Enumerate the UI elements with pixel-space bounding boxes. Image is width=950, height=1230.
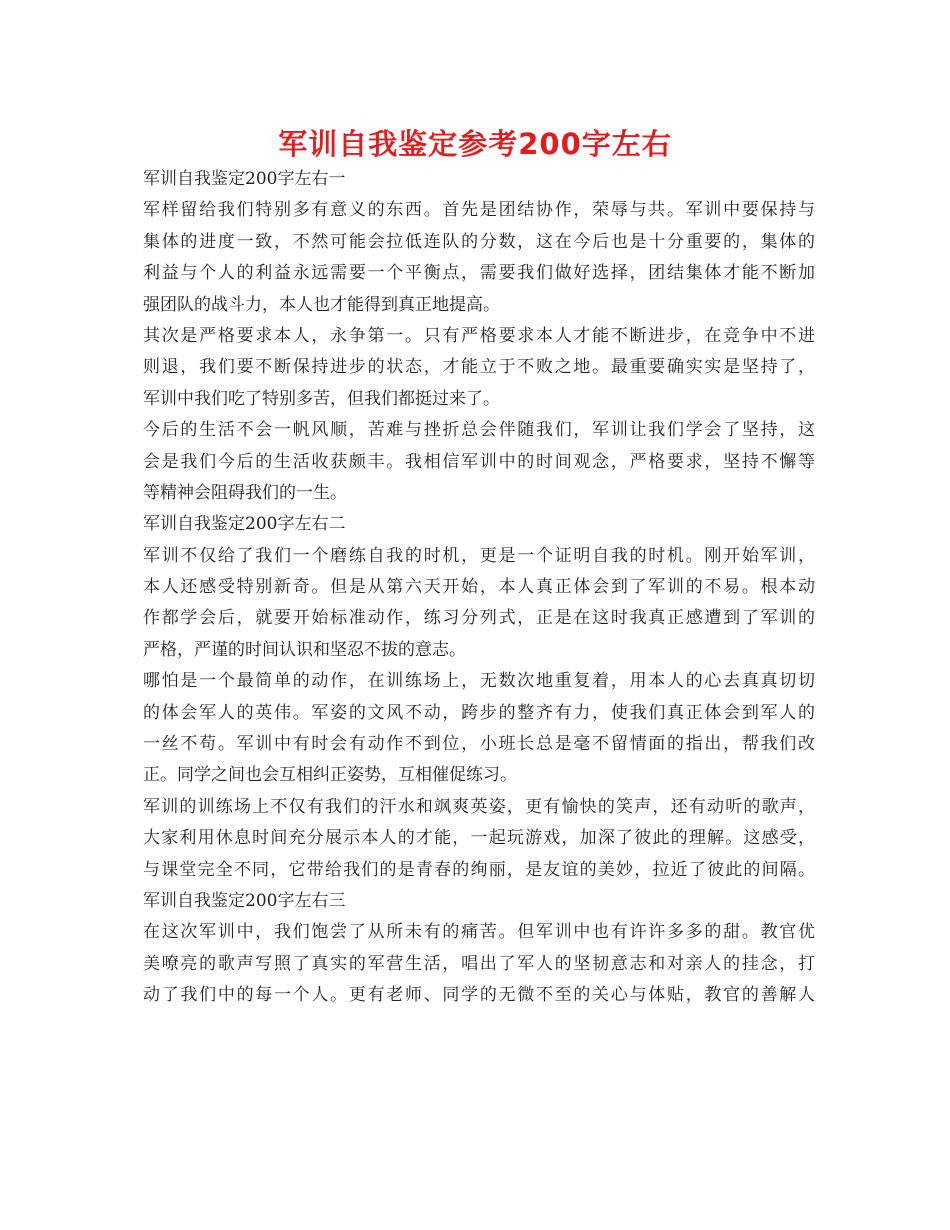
paragraph-line: 本人还感受特别新奇。但是从第六天开始，本人真正体会到了军训的不易。根本动 — [143, 577, 815, 598]
paragraph-line: 集体的进度一致，不然可能会拉低连队的分数，这在今后也是十分重要的，集体的 — [143, 231, 815, 252]
paragraph-line: 今后的生活不会一帆风顺，苦难与挫折总会伴随我们，军训让我们学会了坚持，这 — [143, 420, 815, 441]
document-body — [143, 164, 815, 1012]
paragraph-line: 严格，严谨的时间认识和坚忍不拔的意志。 — [143, 639, 466, 660]
section-heading: 军训自我鉴定200字左右三 — [143, 890, 346, 911]
paragraph-line: 正。同学之间也会互相纠正姿势，互相催促练习。 — [143, 765, 517, 786]
paragraph-line: 其次是严格要求本人，永争第一。只有严格要求本人才能不断进步，在竞争中不进 — [143, 325, 815, 346]
paragraph-line: 美嘹亮的歌声写照了真实的军营生活，唱出了军人的坚韧意志和对亲人的挂念，打 — [143, 953, 815, 974]
paragraph-line: 军训不仅给了我们一个磨练自我的时机，更是一个证明自我的时机。刚开始军训， — [143, 545, 815, 566]
paragraph-line: 一丝不苟。军训中有时会有动作不到位，小班长总是毫不留情面的指出，帮我们改 — [143, 734, 815, 755]
paragraph-line: 动了我们中的每一个人。更有老师、同学的无微不至的关心与体贴，教官的善解人 — [143, 985, 815, 1006]
document-title: 军训自我鉴定参考200字左右 — [278, 127, 672, 161]
paragraph-line: 军训中我们吃了特别多苦，但我们都挺过来了。 — [143, 388, 500, 409]
paragraph-line: 在这次军训中，我们饱尝了从所未有的痛苦。但军训中也有许许多多的甜。教官优 — [143, 922, 815, 943]
paragraph-line: 会是我们今后的生活收获颇丰。我相信军训中的时间观念，严格要求，坚持不懈等 — [143, 451, 815, 472]
paragraph-line: 大家利用休息时间充分展示本人的才能，一起玩游戏，加深了彼此的理解。这感受， — [143, 828, 815, 849]
section-heading: 军训自我鉴定200字左右一 — [143, 169, 346, 189]
paragraph-line: 与课堂完全不同，它带给我们的是青春的绚丽，是友谊的美妙，拉近了彼此的间隔。 — [143, 859, 815, 880]
paragraph-line: 的体会军人的英伟。军姿的文风不动，跨步的整齐有力，使我们真正体会到军人的 — [143, 702, 815, 723]
paragraph-line: 哪怕是一个最简单的动作，在训练场上，无数次地重复着，用本人的心去真真切切 — [143, 671, 815, 692]
section-heading: 军训自我鉴定200字左右二 — [143, 514, 346, 535]
paragraph-line: 利益与个人的利益永远需要一个平衡点，需要我们做好选择，团结集体才能不断加 — [143, 263, 815, 284]
paragraph-line: 等精神会阻碍我们的一生。 — [143, 482, 347, 503]
paragraph-line: 强团队的战斗力，本人也才能得到真正地提高。 — [143, 294, 500, 315]
paragraph-line: 军训的训练场上不仅有我们的汗水和飒爽英姿，更有愉快的笑声，还有动听的歌声， — [143, 796, 815, 817]
paragraph-line: 则退，我们要不断保持进步的状态，才能立于不败之地。最重要确实实是坚持了， — [143, 357, 815, 378]
paragraph-line: 军样留给我们特别多有意义的东西。首先是团结协作，荣辱与共。军训中要保持与 — [143, 200, 815, 221]
paragraph-line: 作都学会后，就要开始标准动作，练习分列式，正是在这时我真正感遭到了军训的 — [143, 608, 815, 629]
